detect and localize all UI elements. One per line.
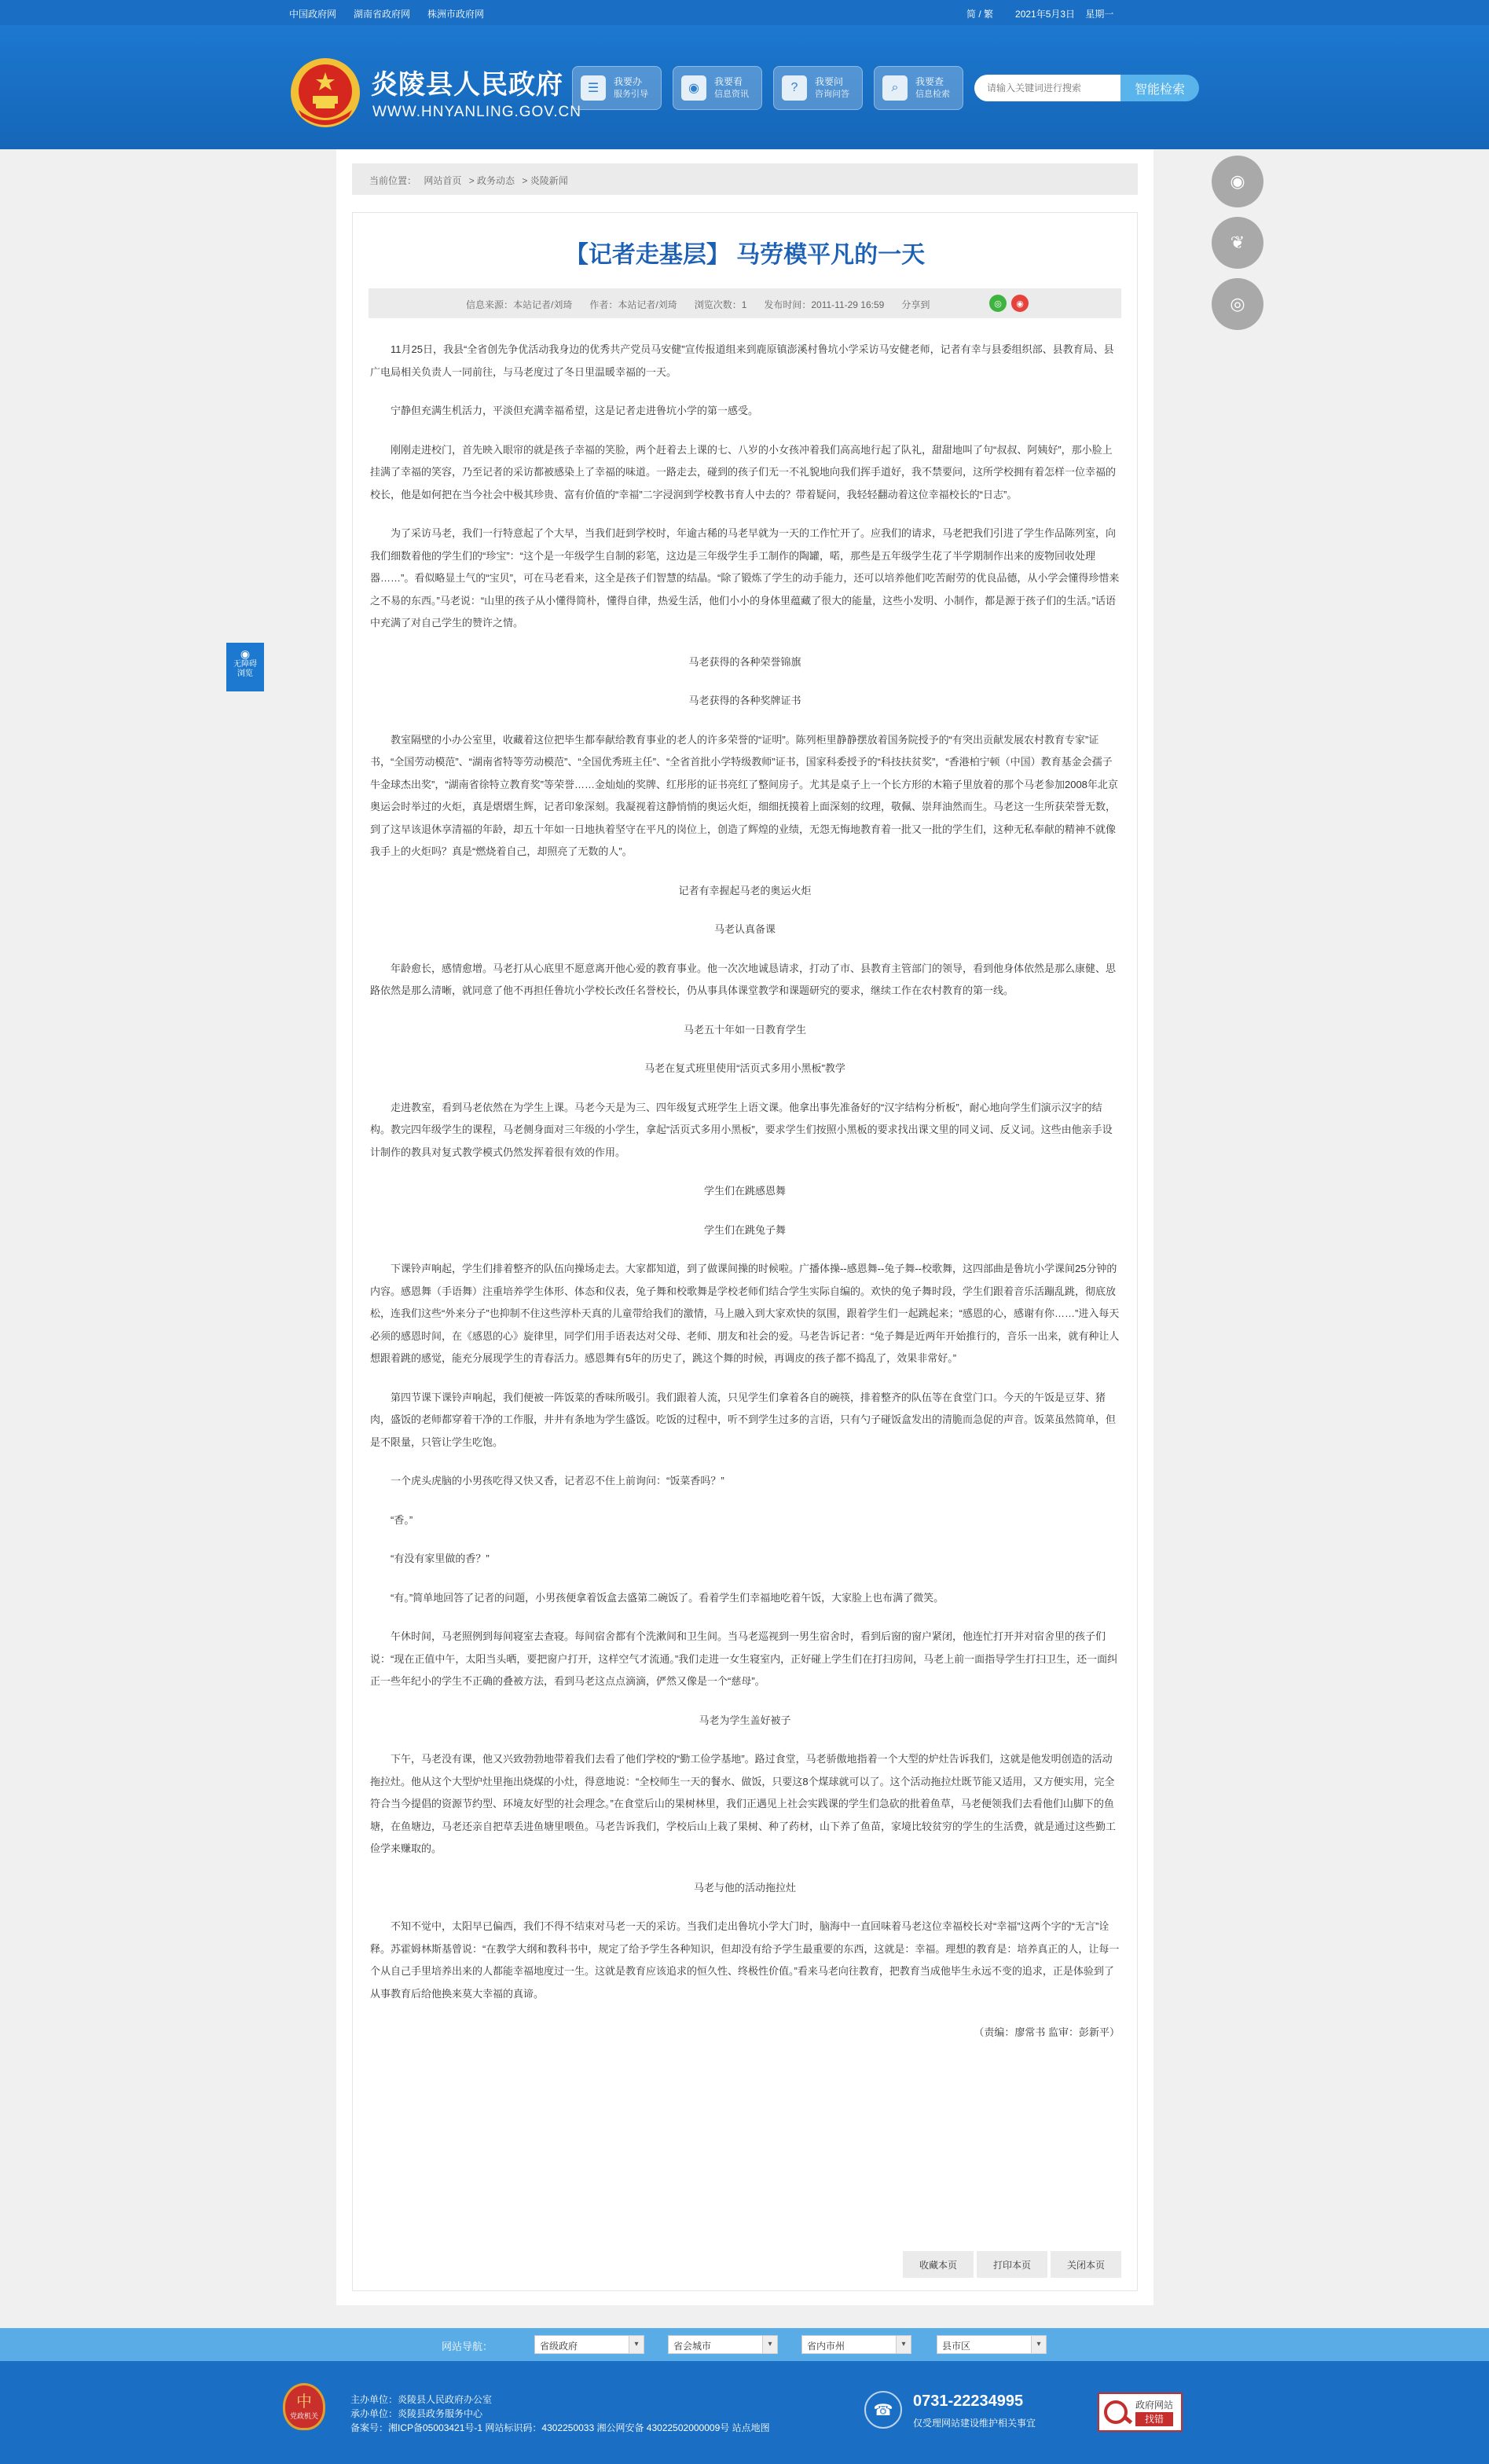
meta-share-label: 分享到 [901,299,930,310]
article-paragraph: 年龄愈长，感情愈增。马老打从心底里不愿意离开他心爱的教育事业。他一次次地诚恳请求，打动了市、县教育主管部门的领导，看到他身体依然是那么康健、思路依然是那么清晰，就同意了他不再担任鲁坑小学校长改任名誉校长，仍从事具体课堂教学和课题研究的要求，继续工作在农村教育的第一线。 [370,962,1117,996]
top-right [966,7,1113,20]
meta-views: 浏览次数：1 [694,299,747,310]
close-page-button[interactable]: 关闭本页 [1051,2251,1121,2278]
image-caption: 马老认真备课 [713,923,776,935]
article-paragraph: 下课铃声响起，学生们排着整齐的队伍向操场走去。大家都知道，到了做课间操的时候啦。广播体操--感恩舞--兔子舞--校歌舞，这四部曲是鲁坑小学课间25分钟的内容。感恩舞（手语舞）注重培养学生体形、体态和仪表，兔子舞和校歌舞是学校老师们结合学生实际自编的。欢快的兔子舞时段，学生们跟着音乐活蹦乱跳，彻底放松，连我们这些“外来分子”也抑制不住这些淳朴天真的儿童带给我们的激情，马上融入到大家欢快的氛围，跟着学生们一起跳起来；“感恩的心，感谢有你……”进入每天必须的感恩时间，在《感恩的心》旋律里，同学们用手语表达对父母、老师、朋友和社会的爱。马老告诉记者：“兔子舞是近两年开始推行的，音乐一出来，就有种让人想跟着跳的感觉，能充分展现学生的青春活力。感恩舞有5年的历史了，跳这个舞的时候，再调皮的孩子都不捣乱了，效果非常好。” [370,1263,1120,1364]
article-paragraph: 教室隔壁的小办公室里，收藏着这位把毕生都奉献给教育事业的老人的许多荣誉的“证明”。陈列柜里静静摆放着国务院授予的“有突出贡献发展农村教育专家”证书，“全国劳动模范”、“湖南省特等劳动模范”、“全国优秀班主任”、“全省首批小学特级教师”证书，国家科委授予的“科技扶贫奖”，“香港柏宁顿（中国）教育基金会孺子牛金球杰出奖”，“湖南省徐特立教育奖”等荣誉……金灿灿的奖牌、红彤彤的证书亮红了整间房子。尤其是桌子上一个长方形的木箱子里放着的那个马老参加2008年北京奥运会时举过的火炬，真是熠熠生辉，记者印象深刻。我凝视着这静悄悄的奥运火炬，细细抚摸着上面深刻的纹理，敬佩、崇拜油然而生。马老这一生所获荣誉无数，到了这早该退休享清福的年龄，却五十年如一日地执着坚守在平凡的岗位上，创造了辉煌的业绩，无怨无悔地教育着一批又一批的学生们，这种无私奉献的精神不就像我手上的火炬吗？真是“燃烧着自己，却照亮了无数的人”。 [370,733,1118,857]
meta-date: 发布时间：2011-11-29 16:59 [764,299,885,310]
image-caption: 马老获得的各种荣誉锦旗 [688,655,801,668]
question-icon: ? [782,75,807,101]
footer [0,2361,1489,2464]
meta-author: 作者：本站记者/刘琦 [589,299,677,310]
wechat-icon[interactable]: ◎ [989,295,1007,312]
article-paragraph: 下午，马老没有课，他又兴致勃勃地带着我们去看了他们学校的“勤工俭学基地”。路过食堂，马老骄傲地指着一个大型的炉灶告诉我们，这就是他发明创造的活动拖拉灶。他从这个大型炉灶里拖出烧煤的小灶，得意地说：“全校师生一天的餐水、做饭，只要这8个煤球就可以了。这个活动拖拉灶既节能又适用，又方便实用，完全符合当今提倡的资源节约型、环境友好型的社会理念。”在食堂后山的果树林里，我们正遇见上社会实践课的学生们急砍的批着鱼草，马老便领我们去看他们山脚下的鱼塘，在鱼塘边，马老还亲自把草丢进鱼塘里喂鱼。马老告诉我们，学校后山上栽了果树、种了药材，山下养了鱼苗，家境比较贫穷的学生的生活费，就是通过这些勤工俭学来赚取的。 [370,1753,1117,1854]
image-caption: 马老五十年如一日教育学生 [683,1023,806,1036]
eye-icon: ◉ [240,647,251,660]
article-paragraph: 宁静但充满生机活力，平淡但充满幸福希望，这是记者走进鲁坑小学的第一感受。 [391,405,759,416]
site-nav-label: 网站导航： [442,2341,493,2352]
image-caption: 学生们在跳兔子舞 [703,1223,786,1236]
link-zhuzhou-gov[interactable]: 株洲市政府网 [427,9,485,20]
breadcrumb-label: 当前位置： [369,175,417,186]
select-provincial-capital[interactable]: 省会城市 ▾ [668,2335,778,2354]
magnifier-icon [1104,2400,1128,2424]
site-url: WWW.HNYANLING.GOV.CN [372,104,581,120]
footer-record[interactable]: 备案号：湘ICP备05003421号-1 网站标识码：4302250033 湘公网安备 43022502000009号 站点地图 [350,2422,770,2433]
meta-source: 信息来源：本站记者/刘琦 [466,299,573,310]
article-paragraph: 午休时间，马老照例到每间寝室去查寝。每间宿舍都有个洗漱间和卫生间。当马老巡视到一男生宿舍时，看到后窗的窗户紧闭，他连忙打开并对宿舍里的孩子们说：“现在正值中午，太阳当头晒，要把窗户打开，这样空气才流通。”我们走进一女生寝室内，正好碰上学生们在打扫房间，马老上前一面指导学生打扫卫生，还一面纠正一些年纪小的学生不正确的叠被方法，看到马老这点点滴滴，俨然又像是一个“慈母”。 [370,1630,1118,1687]
article-paragraph: “有。”简单地回答了记者的问题，小男孩便拿着饭盒去盛第二碗饭了。看着学生们幸福地吃着午饭，大家脸上也布满了微笑。 [391,1591,944,1604]
footer-phone: 0731-22234995 [913,2392,1024,2410]
select-prefecture[interactable]: 省内市州 ▾ [801,2335,911,2354]
nav-button-search[interactable]: ⌕ 我要查 信息检索 [874,66,963,110]
article-paragraph: 不知不觉中，太阳早已偏西，我们不得不结束对马老一天的采访。当我们走出鲁坑小学大门时，脑海中一直回味着马老这位幸福校长对“幸福”这两个字的“无言”诠释。苏霍姆林斯基曾说：“在教学大纲和教科书中，规定了给予学生各种知识，但却没有给予学生最重要的东西，这就是：幸福。理想的教育是：培养真正的人，让每一个从自己手里培养出来的人都能幸福地度过一生。这就是教育应该追求的恒久性、终极性价值。”看来马老向往教育，把教育当成他毕生永远不变的追求，正是体验到了从事教育后给他换来莫大幸福的真谛。 [370,1920,1120,2000]
footer-phone-note: 仅受理网站建设维护相关事宜 [913,2418,1036,2429]
top-bar [0,0,1489,25]
gov-site-error-report-button[interactable]: 政府网站 找错 [1098,2392,1183,2432]
footer-info [350,2392,770,2435]
list-icon: ☰ [581,75,606,101]
article-paragraph: “香。” [391,1513,413,1526]
footer-organizer: 承办单位：炎陵县政务服务中心 [350,2408,483,2419]
lang-switch[interactable]: 简 / 繁 [966,9,994,20]
search-input[interactable] [974,75,1120,101]
article-meta [369,288,1121,318]
article [352,212,1138,2291]
date-text: 2021年5月3日 星期一 [1015,9,1114,20]
phone-icon: ☎ [864,2391,902,2429]
link-hunan-gov[interactable]: 湖南省政府网 [354,9,411,20]
article-body [370,339,1120,2061]
image-caption: 马老在复式班里使用“活页式多用小黑板”教学 [644,1062,845,1074]
article-paragraph: 11月25日，我县“全省创先争优活动我身边的优秀共产党员马安健”宣传报道组来到鹿原镇澎溪村鲁坑小学采访马安健老师，记者有幸与县委组织部、县教育局、县广电局相关负责人一同前往，与马老度过了冬日里温暖幸福的一天。 [370,343,1114,378]
footer-host: 主办单位：炎陵县人民政府办公室 [350,2394,493,2405]
national-emblem-icon [288,55,363,130]
nav-button-handle[interactable]: ☰ 我要办 服务引导 [572,66,662,110]
article-paragraph: 走进教室，看到马老依然在为学生上课。马老今天是为三、四年级复式班学生上语文课。他拿出事先准备好的“汉字结构分析板”，耐心地向学生们演示汉字的结构。教完四年级学生的课程，马老侧身面对三年级的小学生，拿起“活页式多用小黑板”，要求学生们按照小黑板的要求找出课文里的同义词、反义词。这些由他亲手设计制作的教具对复式教学模式仍然发挥着很有效的作用。 [370,1101,1113,1158]
select-provincial-gov[interactable]: 省级政府 ▾ [534,2335,644,2354]
article-paragraph: 一个虎头虎脑的小男孩吃得又快又香，记者忍不住上前询问：“饭菜香吗？” [391,1475,724,1487]
party-gov-emblem-icon[interactable]: 中 党政机关 [283,2383,325,2430]
image-caption: 马老获得的各种奖牌证书 [688,695,801,706]
breadcrumb-news[interactable]: > 炎陵新闻 [522,175,568,186]
weibo-icon[interactable]: ◉ [1011,295,1029,312]
nav-button-view[interactable]: ◉ 我要看 信息资讯 [673,66,762,110]
accessibility-button[interactable]: ◉ 无障碍 浏览 [226,643,264,691]
breadcrumb-home[interactable]: 网站首页 [424,175,462,186]
main-content [336,149,1153,2305]
bookmark-button[interactable]: 收藏本页 [903,2251,974,2278]
article-paragraph: “有没有家里做的香？” [391,1553,490,1564]
breadcrumb [352,163,1138,195]
image-caption: 记者有幸握起马老的奥运火炬 [678,884,812,896]
weibo-icon[interactable]: ◎ [1212,278,1263,330]
image-caption: 马老与他的活动拖拉灶 [693,1881,796,1894]
article-paragraph: 第四节课下课铃声响起，我们便被一阵饭菜的香味所吸引。我们跟着人流，只见学生们拿着各自的碗筷，排着整齐的队伍等在食堂门口。今天的午饭是豆芽、猪肉，盛饭的老师都穿着干净的工作服，井井有条地为学生盛饭。吃饭的过程中，听不到学生过多的言语，只有勺子碰饭盒发出的清脆而急促的声音。饭菜虽然简单，但是不限量，只管让学生吃饱。 [370,1391,1117,1448]
article-tools [903,2251,1121,2278]
search-button[interactable]: 智能检索 [1120,75,1199,101]
wechat-icon[interactable]: ❦ [1212,217,1263,269]
article-title: 【记者走基层】 马劳模平凡的一天 [564,242,926,268]
site-name: 炎陵县人民政府 [371,70,563,100]
eye-icon[interactable]: ◉ [1212,156,1263,207]
header [0,25,1489,149]
image-caption: 马老为学生盖好被子 [699,1714,791,1726]
search-icon: ⌕ [882,75,908,101]
select-county[interactable]: 县市区 ▾ [937,2335,1047,2354]
nav-button-ask[interactable]: ? 我要问 咨询问答 [773,66,863,110]
article-paragraph: 为了采访马老，我们一行特意起了个大早，当我们赶到学校时，年逾古稀的马老早就为一天的工作忙开了。应我们的请求，马老把我们引进了学生作品陈列室，向我们细数着他的学生们的“珍宝”：“这个是一年级学生自制的彩笔，这边是三年级学生手工制作的陶罐，喏，那些是五年级学生花了半学期制作出来的废物回收处理器……”。看似略显土气的“宝贝”，可在马老看来，这全是孩子们智慧的结晶。“除了锻炼了学生的动手能力，还可以培养他们吃苦耐劳的优良品德，从小学会懂得珍惜来之不易的东西。”马老说：“山里的孩子从小懂得简朴，懂得自律，热爱生活，他们小小的身体里蕴藏了很大的能量，这些小发明、小制作，都是源于孩子们的生活。”话语中充满了对自己学生的赞许之情。 [370,527,1120,629]
image-caption: 学生们在跳感恩舞 [703,1185,786,1197]
link-china-gov[interactable]: 中国政府网 [289,9,337,20]
breadcrumb-politics[interactable]: > 政务动态 [468,175,515,186]
top-links [289,7,501,20]
print-button[interactable]: 打印本页 [977,2251,1047,2278]
eye-icon: ◉ [681,75,706,101]
article-paragraph: 刚刚走进校门，首先映入眼帘的就是孩子幸福的笑脸，两个赶着去上课的七、八岁的小女孩冲着我们高高地行起了队礼，甜甜地叫了句“叔叔、阿姨好”，那小脸上挂满了幸福的笑容，乃至记者的采访都被感染上了幸福的味道。一路走去，碰到的孩子们无一不礼貌地向我们挥手道好，我不禁要问，这所学校拥有着怎样一位幸福的校长，他是如何把在当今社会中极其珍贵、富有价值的“幸福”二字浸润到学校教书育人中去的？带着疑问，我轻轻翻动着这位幸福校长的“日志”。 [370,443,1117,500]
editor-credit: （责编：廖常书 监审：彭新平） [974,2026,1120,2038]
site-navigation [0,2328,1489,2361]
